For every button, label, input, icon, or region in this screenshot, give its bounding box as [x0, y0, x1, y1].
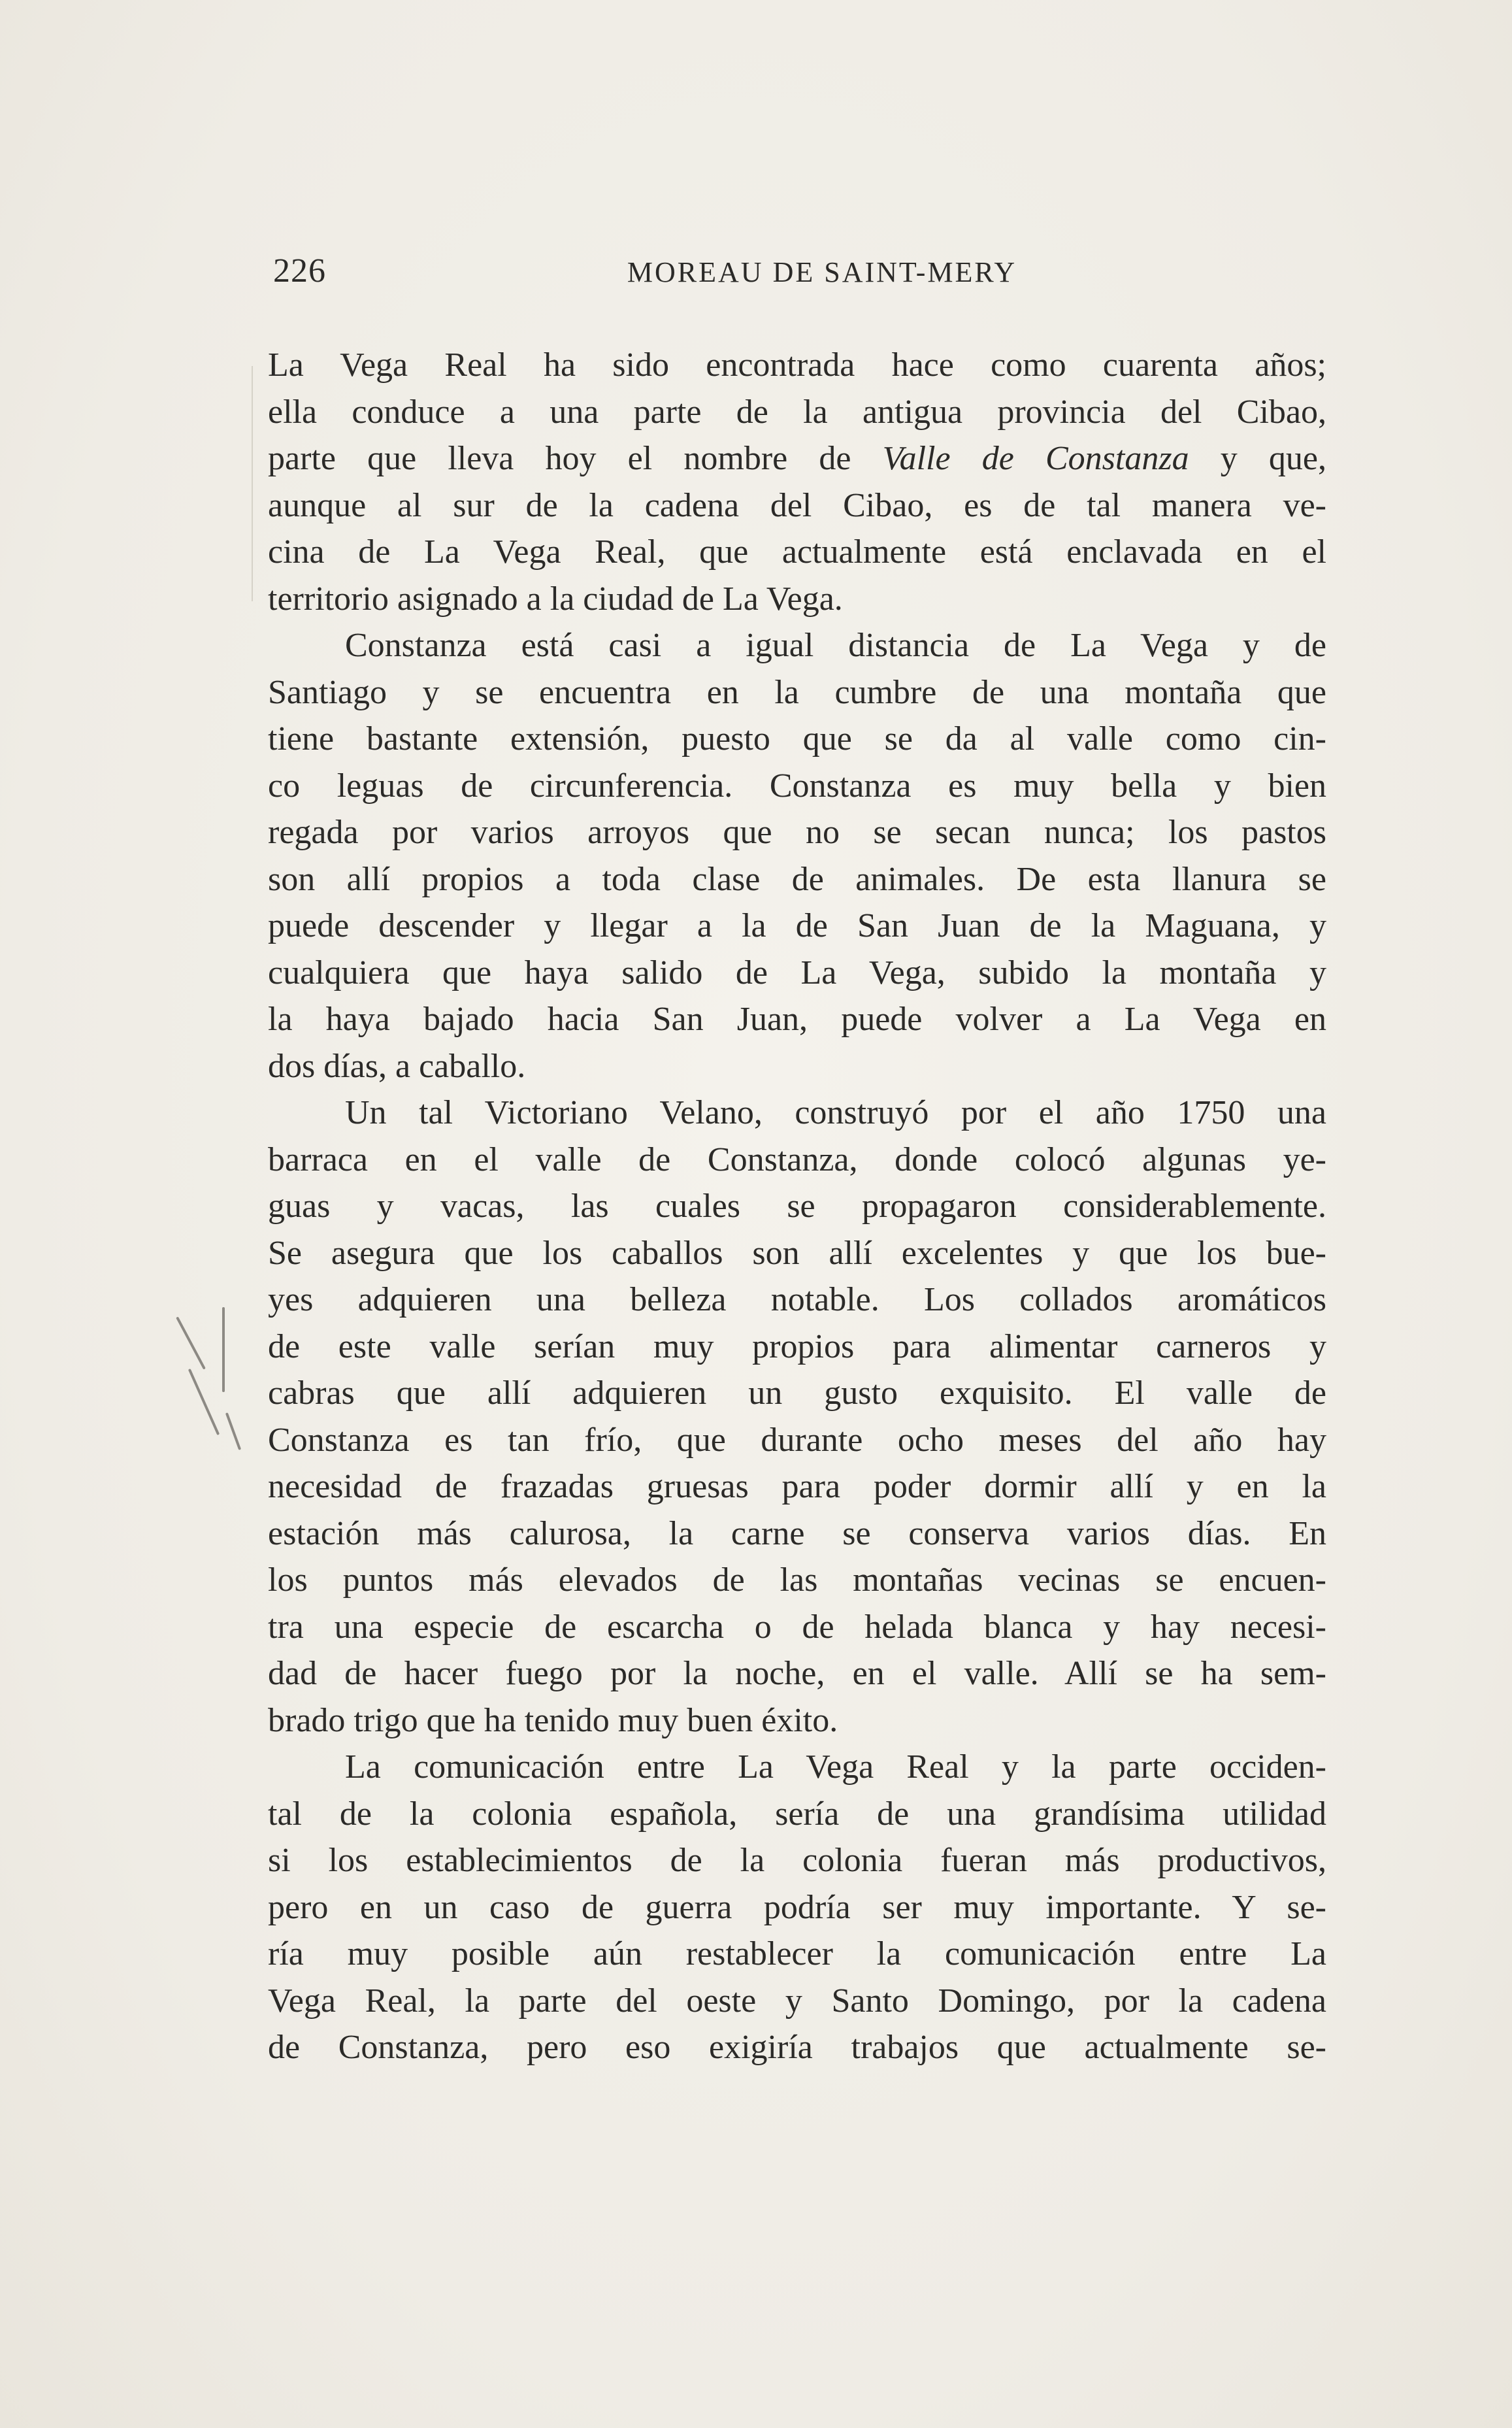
page-number: 226 [273, 252, 326, 290]
text-line: pero en un caso de guerra podría ser muy importante. Y se- [268, 1888, 1326, 1926]
text-line: necesidad de frazadas gruesas para poder dormir allí y en la [268, 1468, 1326, 1505]
text-line: La comunicación entre La Vega Real y la parte occiden- [345, 1748, 1326, 1786]
text-line: Vega Real, la parte del oeste y Santo Domingo, por la cadena [268, 1982, 1326, 2020]
text-line: cina de La Vega Real, que actualmente está enclavada en el [268, 533, 1326, 571]
text-line: puede descender y llegar a la de San Juan de la Maguana, y [268, 907, 1326, 944]
text-line-pre: parte que lleva hoy el nombre de [268, 440, 883, 477]
text-line: ría muy posible aún restablecer la comunicación entre La [268, 1935, 1326, 1972]
text-line: tra una especie de escarcha o de helada blanca y hay necesi- [268, 1608, 1326, 1646]
text-line: yes adquieren una belleza notable. Los collados aromáticos [268, 1281, 1326, 1318]
italic-place-name: Valle de Constanza [882, 440, 1189, 477]
text-line: son allí propios a toda clase de animales. De esta llanura se [268, 860, 1326, 898]
text-line: co leguas de circunferencia. Constanza es muy bella y bien [268, 767, 1326, 805]
text-line: Un tal Victoriano Velano, construyó por el año 1750 una [345, 1094, 1326, 1131]
text-line: regada por varios arroyos que no se secan nunca; los pastos [268, 814, 1326, 851]
text-line: cualquiera que haya salido de La Vega, subido la montaña y [268, 954, 1326, 991]
pencil-stroke [222, 1307, 225, 1392]
text-line: La Vega Real ha sido encontrada hace como cuarenta años; [268, 346, 1326, 384]
text-line: tiene bastante extensión, puesto que se da al valle como cin- [268, 720, 1326, 757]
text-line: Constanza está casi a igual distancia de La Vega y de [345, 627, 1326, 664]
text-line: estación más calurosa, la carne se conserva varios días. En [268, 1514, 1326, 1552]
text-line: cabras que allí adquieren un gusto exquisito. El valle de [268, 1374, 1326, 1412]
pencil-stroke [176, 1316, 206, 1369]
text-line: si los establecimientos de la colonia fueran más productivos, [268, 1842, 1326, 1879]
text-line: de Constanza, pero eso exigiría trabajos que actualmente se- [268, 2029, 1326, 2066]
text-line: dad de hacer fuego por la noche, en el valle. Allí se ha sem- [268, 1655, 1326, 1692]
text-line: ella conduce a una parte de la antigua provincia del Cibao, [268, 393, 1326, 431]
text-line: de este valle serían muy propios para alimentar carneros y [268, 1327, 1326, 1365]
text-line: territorio asignado a la ciudad de La Vega. [268, 580, 843, 618]
page-header [273, 252, 1332, 297]
text-line: dos días, a caballo. [268, 1047, 526, 1085]
text-line: Se asegura que los caballos son allí excelentes y que los bue- [268, 1234, 1326, 1272]
text-line: tal de la colonia española, sería de una grandísima utilidad [268, 1795, 1326, 1833]
margin-rule [252, 366, 253, 601]
text-line: la haya bajado hacia San Juan, puede volver a La Vega en [268, 1001, 1326, 1038]
body-text [268, 342, 1326, 2071]
text-line: brado trigo que ha tenido muy buen éxito. [268, 1701, 838, 1739]
text-line-post: y que, [1189, 440, 1326, 477]
pencil-stroke [188, 1369, 220, 1435]
text-line: los puntos más elevados de las montañas vecinas se encuen- [268, 1561, 1326, 1599]
text-line: Santiago y se encuentra en la cumbre de una montaña que [268, 673, 1326, 711]
pencil-stroke [225, 1412, 241, 1450]
text-line: barraca en el valle de Constanza, donde colocó algunas ye- [268, 1140, 1326, 1178]
text-line [268, 435, 1326, 482]
text-line: aunque al sur de la cadena del Cibao, es de tal manera ve- [268, 486, 1326, 524]
running-head: MOREAU DE SAINT-MERY [627, 256, 1017, 288]
text-line: Constanza es tan frío, que durante ocho meses del año hay [268, 1421, 1326, 1459]
text-line: guas y vacas, las cuales se propagaron considerablemente. [268, 1188, 1326, 1225]
